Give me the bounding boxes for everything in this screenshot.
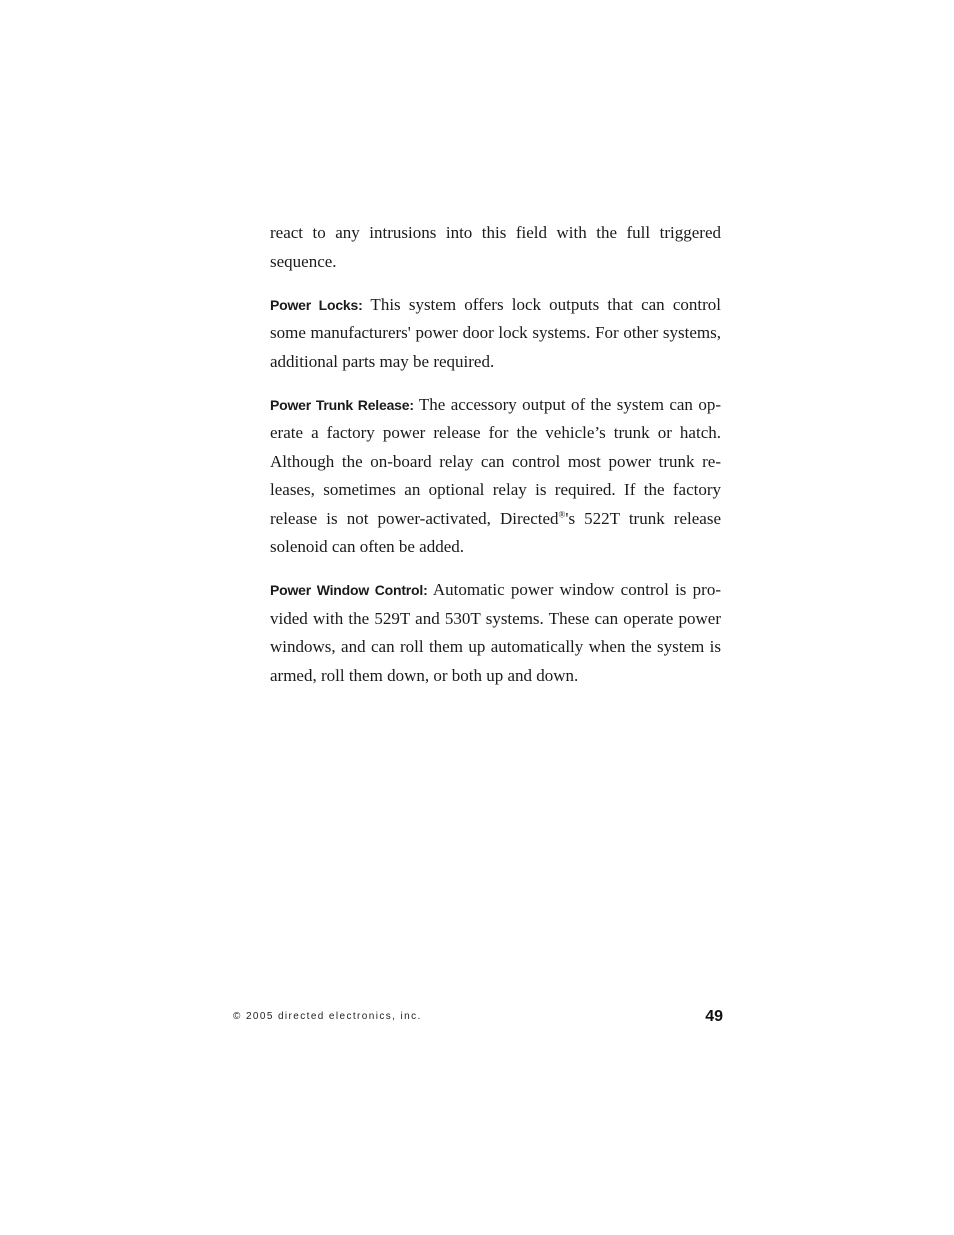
intro-text: react to any intrusions into this field with the full triggered sequence. bbox=[270, 223, 721, 271]
intro-paragraph bbox=[270, 219, 721, 276]
power-window-control-term: Power Window Control: bbox=[270, 582, 428, 598]
body-text bbox=[270, 219, 721, 705]
power-window-control-paragraph bbox=[270, 576, 721, 690]
copyright-notice: © 2005 directed electronics, inc. bbox=[233, 1011, 422, 1022]
power-window-control-text: Automatic power window control is provided with the 529T and 530T systems. These can operate power windows, and can roll them up automatically when the system is armed, roll them down, or both up and down. bbox=[270, 580, 721, 685]
power-locks-paragraph bbox=[270, 291, 721, 377]
power-trunk-release-text: The accessory output of the system can operate a factory power release for the vehicle’s trunk or hatch. Although the on-board relay can control most power trunk releases, sometimes an optional relay is required. If the factory release is not power-activated, Directed bbox=[270, 394, 721, 528]
power-trunk-release-text-end: 's 522T trunk release solenoid can often be added. bbox=[270, 508, 721, 556]
power-locks-text: This system offers lock outputs that can control some manufacturers' power door lock systems. For other systems, additional parts may be required. bbox=[270, 294, 721, 371]
page-number: 49 bbox=[705, 1008, 723, 1025]
power-trunk-release-term: Power Trunk Release: bbox=[270, 396, 414, 413]
power-locks-term: Power Locks: bbox=[270, 296, 363, 313]
registered-mark: ® bbox=[558, 508, 566, 519]
power-trunk-release-paragraph bbox=[270, 391, 721, 562]
